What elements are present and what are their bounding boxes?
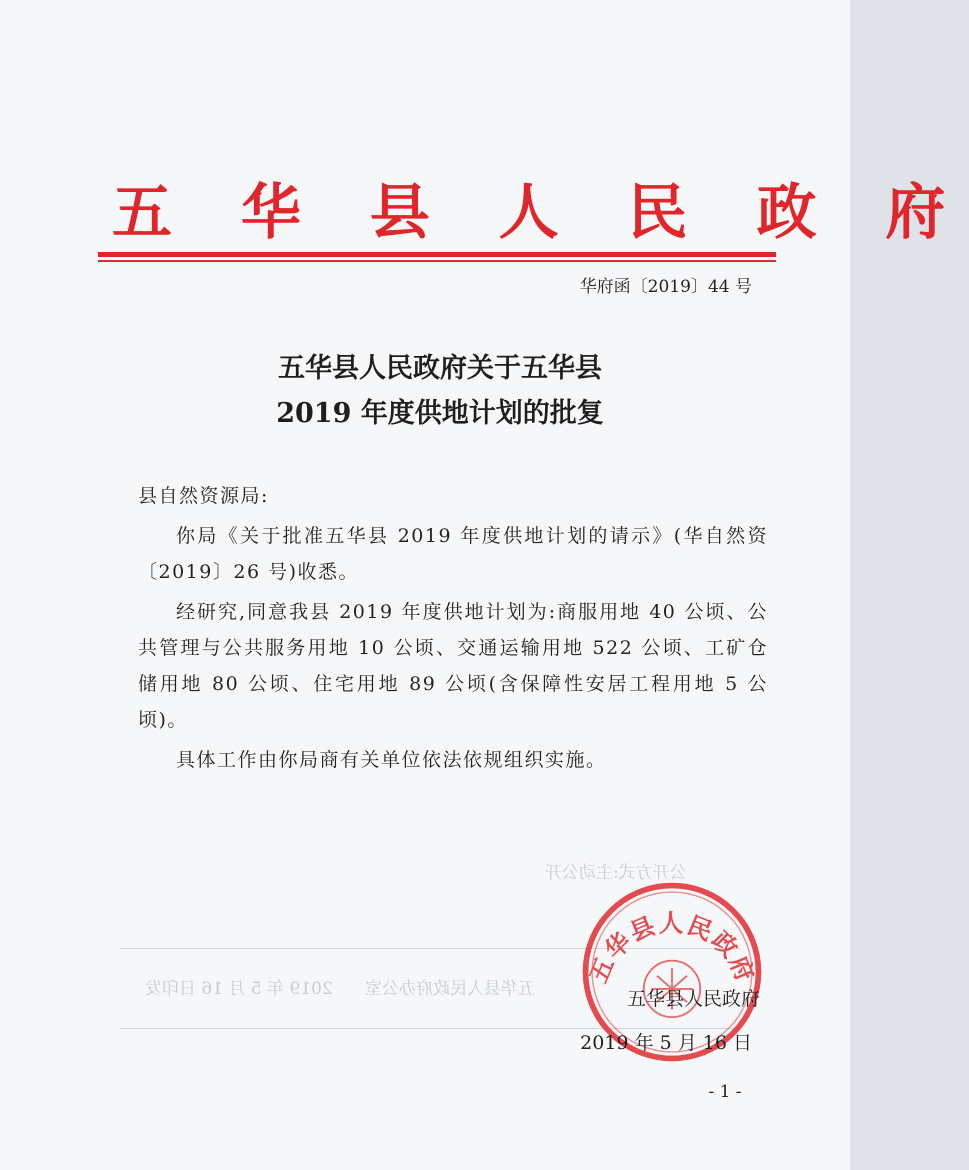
page-number: - 1 - [708,1082,742,1102]
bleed-through-print-date: 2019 年 5 月 16 日印发 [145,979,333,999]
red-rule-thin [98,260,776,262]
paragraph: 具体工作由你局商有关单位依法依规组织实施。 [176,749,607,771]
red-rule [98,252,776,257]
bleed-through-disclosure: 公开方式:主动公开 [545,863,687,883]
document-body [138,478,768,782]
title-line-1: 五华县人民政府关于五华县 [278,353,602,384]
bleed-through-office: 五华县人民政府办公室 [365,979,535,999]
signing-date: 2019 年 5 月 16 日 [580,1032,752,1054]
document-number: 华府函〔2019〕44 号 [579,277,752,297]
seal-text: 五华县人民政府 [583,908,761,988]
title-line-2: 2019 年度供地计划的批复 [276,398,604,429]
signing-organization: 五华县人民政府 [626,988,760,1010]
document-title [150,346,730,436]
salutation: 县自然资源局: [138,485,269,507]
paragraph: 你局《关于批准五华县 2019 年度供地计划的请示》(华自然资〔2019〕26 号)收悉。 [138,525,768,583]
paragraph: 经研究,同意我县 2019 年度供地计划为:商服用地 40 公顷、公共管理与公共服务用地 10 公顷、交通运输用地 522 公顷、工矿仓储用地 80 公顷、住宅用地 89 公顷(含保障性安居工程用地 5 公顷)。 [138,601,768,731]
issuer-masthead: 五 华 县 人 民 政 府 [112,178,969,248]
